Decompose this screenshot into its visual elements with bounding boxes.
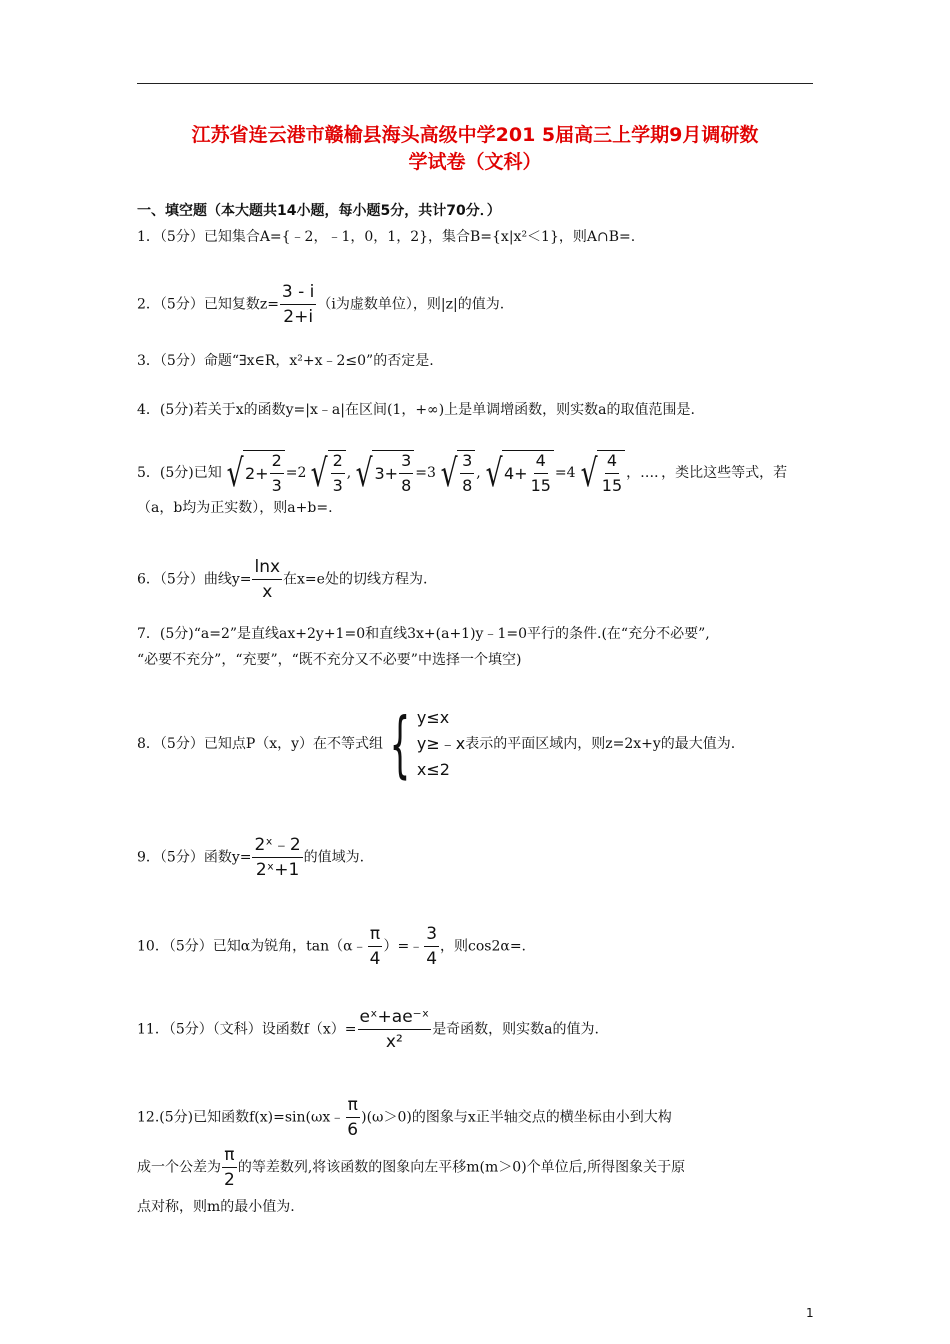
fraction: $\frac{\pi}{4}$ [369,924,381,969]
question-8: 8．（5分）已知点P（x，y）在不等式组 { y≤x y≥﹣x x≤2 表示的平面区域内，则z=2x+y的最大值为. [137,702,736,786]
radical: √ $\frac{2}{3}$ [307,450,345,496]
question-10: 10．（5分）已知α为锐角，tan（α﹣ $\frac{\pi}{4}$ ）=﹣ $\frac{3}{4}$ ，则cos2α=. [137,924,527,969]
radical: √ 3+ $\frac{3}{8}$ [352,450,414,496]
inequality-system: { y≤x y≥﹣x x≤2 [389,702,466,786]
fraction: $\frac{3 - i}{2+i}$ [281,282,315,327]
question-7-line2: “必要不充分”，“充要”，“既不充分又不必要”中选择一个填空) [137,652,522,668]
question-7-line1: 7．(5分)“a=2”是直线ax+2y+1=0和直线3x+(a+1)y﹣1=0平行的条件.(在“充分不必要”, [137,626,710,642]
question-3: 3．（5分）命题“∃x∈R，x²+x﹣2≤0”的否定是. [137,353,434,369]
question-5-line2: （a，b均为正实数），则a+b=. [137,500,333,516]
radical: √ $\frac{3}{8}$ [437,450,475,496]
question-6: 6．（5分）曲线y= $\frac{\ln x}{x}$ 在x=e处的切线方程为. [137,557,428,602]
question-5: 5．(5分)已知 √ 2+ $\frac{2}{3}$ =2 √ $\frac{2}{3}$ , √ 3+ $\frac{3}{8}$ =3 √ $\frac{3}{8}$ , √ 4+ $\frac{4}{15}$ =4 √ $\frac{4}{15}$ ，…．，类比这些等式，若 [137,451,788,495]
question-12-line3: 点对称，则m的最小值为. [137,1199,295,1215]
question-1: 1．（5分）已知集合A={﹣2，﹣1，0，1，2}，集合B={x|x²＜1}，则A∩B=. [137,229,636,245]
fraction: $\frac{\pi}{2}$ [224,1145,235,1190]
fraction: $\frac{\pi}{6}$ [347,1095,359,1140]
question-11: 11．（5分）（文科）设函数f（x）= $\frac{\text{eˣ+ae⁻ˣ}}{\text{x²}}$ 是奇函数，则实数a的值为. [137,1007,599,1052]
fraction: $\frac{3}{4}$ [426,924,438,969]
section-heading: 一、填空题（本大题共14小题，每小题5分，共计70分．） [137,203,501,219]
fraction: $\frac{\text{eˣ+ae⁻ˣ}}{\text{x²}}$ [359,1007,430,1052]
question-12-line1: 12.(5分)已知函数f(x)=sin(ωx﹣ $\frac{\pi}{6}$ )(ω＞0)的图象与x正半轴交点的横坐标由小到大构 [137,1095,672,1140]
question-4: 4．(5分)若关于x的函数y=|x﹣a|在区间(1，+∞)上是单调增函数，则实数a的取值范围是. [137,402,695,418]
document-title-line2: 学试卷（文科） [408,151,542,173]
radical: √ 4+ $\frac{4}{15}$ [482,450,554,496]
question-9: 9．（5分）函数y= $\frac{\text{2ˣ﹣2}}{\text{2ˣ+1}}$ 的值域为. [137,835,365,880]
fraction: $\frac{\ln x}{x}$ [254,557,281,602]
radical: √ 2+ $\frac{2}{3}$ [223,450,285,496]
question-12-line2: 成一个公差为 $\frac{\pi}{2}$ 的等差数列,将该函数的图象向左平移m(m＞0)个单位后,所得图象关于原 [137,1145,686,1190]
question-2: 2．（5分）已知复数z= $\frac{3 - i}{2+i}$ （i为虚数单位），则|z|的值为. [137,282,505,327]
radical: √ $\frac{4}{15}$ [577,450,626,496]
document-title-line1: 江苏省连云港市赣榆县海头高级中学201 5届高三上学期9月调研数 [191,124,759,146]
page-number: 1 [806,1306,814,1320]
header-rule [137,83,813,84]
fraction: $\frac{\text{2ˣ﹣2}}{\text{2ˣ+1}}$ [254,835,301,880]
